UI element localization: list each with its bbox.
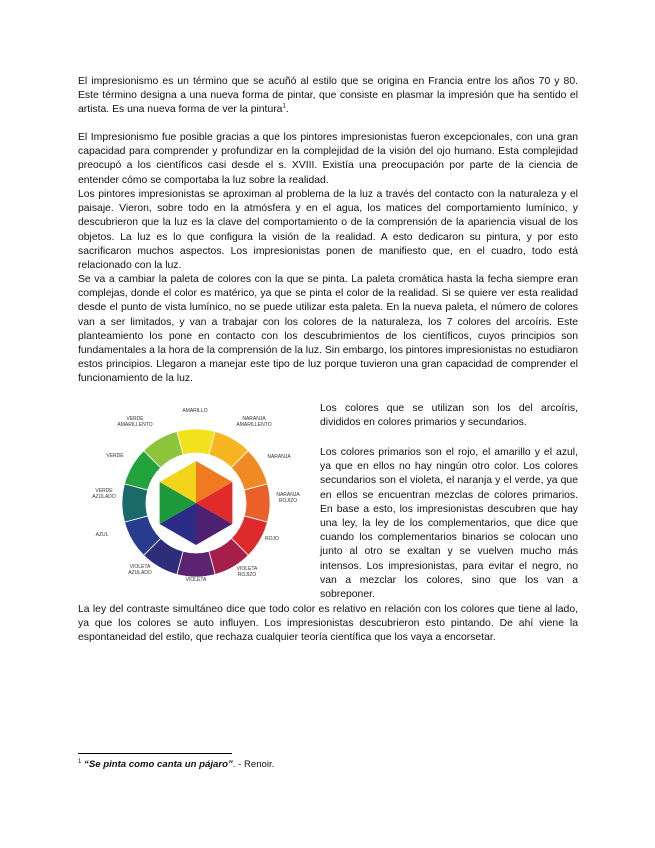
paragraph-primary-secondary: Los colores primarios son el rojo, el amarillo y el azul, ya que en ellos no hay ningún otro color. Los colores secundarios son el violeta, el naranja y el verde, ya que en ellos se encuentran mezclas de colores primarios. En base a esto, los impresionistas descubren que hay una ley, la ley de los complementarios, que dice que cuando los complementarios binarios se colocan uno junto al otro se exaltan y se vuelven mucho más intensos. Los impresionistas, para evitar el negro, no van a mezclar los colores, sino que los van a sobreponer. bbox=[320, 447, 578, 601]
paragraph-impressionism-vision: El Impresionismo fue posible gracias a que los pintores impresionistas fueron excepcionales, con una gran capacidad para comprender y profundizar en la complejidad de la visión del ojo humano. Esta complejidad preocupó a los científicos casi desde el s. XVIII. Existía una preocupación por parte de la ciencia de entender cómo se comportaba la luz sobre la realidad. bbox=[78, 132, 578, 186]
footnote-attribution: . - Renoir. bbox=[232, 759, 275, 770]
wheel-label-rojo: ROJO bbox=[265, 536, 279, 542]
wheel-label-verde-azulado-1: VERDE bbox=[95, 488, 113, 494]
wheel-label-violeta-rojizo-2: ROJIZO bbox=[237, 572, 257, 578]
wheel-segment-verde-azulado bbox=[122, 484, 148, 522]
wheel-label-naranja-amarillento-2: AMARILLENTO bbox=[236, 422, 272, 428]
wheel-segment-amarillo bbox=[177, 429, 215, 455]
wheel-label-violeta-azulado-1: VIOLETA bbox=[129, 564, 151, 570]
paragraph-color-palette: Se va a cambiar la paleta de colores con la que se pinta. La paleta cromática hasta la fecha siempre eran complejas, donde el color es matérico, ya que se pinta el color de la realidad. Si se quiere ver esta realidad desde el punto de vista lumínico, no se puede utilizar esta paleta. En la nueva paleta, el número de colores van a ser limitados, y van a trabajar con los colores de la naturaleza, los 7 colores del arcoíris. Este planteamiento los pone en contacto con los descubrimientos de los científicos, cuyos principios son fundamentales a la hora de la comprensión de la luz. Sin embargo, los pintores impresionistas no estudiaron estos principios. Llegaron a manejar este tipo de luz porque tuvieron una gran capacidad de comprender el funcionamiento de la luz. bbox=[78, 274, 578, 385]
wheel-segment-naranja-rojizo bbox=[244, 484, 270, 522]
wheel-label-verde-azulado-2: AZULADO bbox=[92, 494, 116, 500]
wheel-label-verde: VERDE bbox=[106, 453, 124, 459]
wheel-label-naranja: NARANJA bbox=[267, 454, 291, 460]
wheel-label-violeta: VIOLETA bbox=[185, 577, 207, 583]
footnote bbox=[78, 759, 274, 771]
wheel-label-azul: AZUL bbox=[95, 532, 109, 538]
footnote-number: 1 bbox=[78, 758, 82, 765]
footnote-reference[interactable]: 1 bbox=[282, 103, 286, 110]
wheel-label-violeta-azulado-2: AZULADO bbox=[128, 570, 152, 576]
paragraph-intro-text: El impresionismo es un término que se acuñó al estilo que se origina en Francia entre los años 70 y 80. Este término designa a una nueva forma de pintar, que consiste en plasmar la impresión que ha sentido el artista. Es una nueva forma de ver la pintura bbox=[78, 76, 578, 116]
color-wheel-image bbox=[82, 400, 310, 588]
wheel-label-verde-amarillento-2: AMARILLENTO bbox=[117, 422, 153, 428]
wheel-segment-violeta bbox=[177, 551, 215, 577]
footnote-quote: “Se pinta como canta un pájaro” bbox=[84, 759, 233, 770]
wheel-label-naranja-rojizo-2: ROJIZO bbox=[278, 498, 298, 504]
wheel-label-naranja-rojizo-1: NARANJA bbox=[276, 492, 300, 498]
footnote-divider bbox=[78, 753, 232, 754]
paragraph-intro bbox=[78, 75, 578, 118]
wheel-label-naranja-amarillento-1: NARANJA bbox=[242, 416, 266, 422]
wheel-label-amarillo: AMARILLO bbox=[182, 408, 208, 414]
wheel-label-violeta-rojizo-1: VIOLETA bbox=[236, 566, 258, 572]
paragraph-simultaneous-contrast: La ley del contraste simultáneo dice que todo color es relativo en relación con los colores que tiene al lado, ya que los colores se auto influyen. Los impresionistas descubrieron esto pintando. De ahí viene la espontaneidad del estilo, que rechaza cualquier teoría científica que los vaya a encorsetar. bbox=[78, 604, 578, 644]
paragraph-intro-end: . bbox=[285, 104, 289, 116]
paragraph-rainbow-colors: Los colores que se utilizan son los del arcoíris, divididos en colores primarios y secundarios. bbox=[320, 403, 578, 429]
paragraph-light-nature: Los pintores impresionistas se aproximan al problema de la luz a través del contacto con la naturaleza y el paisaje. Vieron, sobre todo en la atmósfera y en el agua, los matices del comportamiento lumínico, y descubrieron que la luz es la clave del comportamiento o de la comprensión de la apariencia visual de los objetos. La luz es lo que configura la visión de la realidad. A esto dedicaron su pintura, y por esto sacrificaron muchos aspectos. Los impresionistas ponen de manifiesto que, en el cuadro, todo está relacionado con la luz. bbox=[78, 189, 578, 272]
wheel-label-verde-amarillento-1: VERDE bbox=[126, 416, 144, 422]
